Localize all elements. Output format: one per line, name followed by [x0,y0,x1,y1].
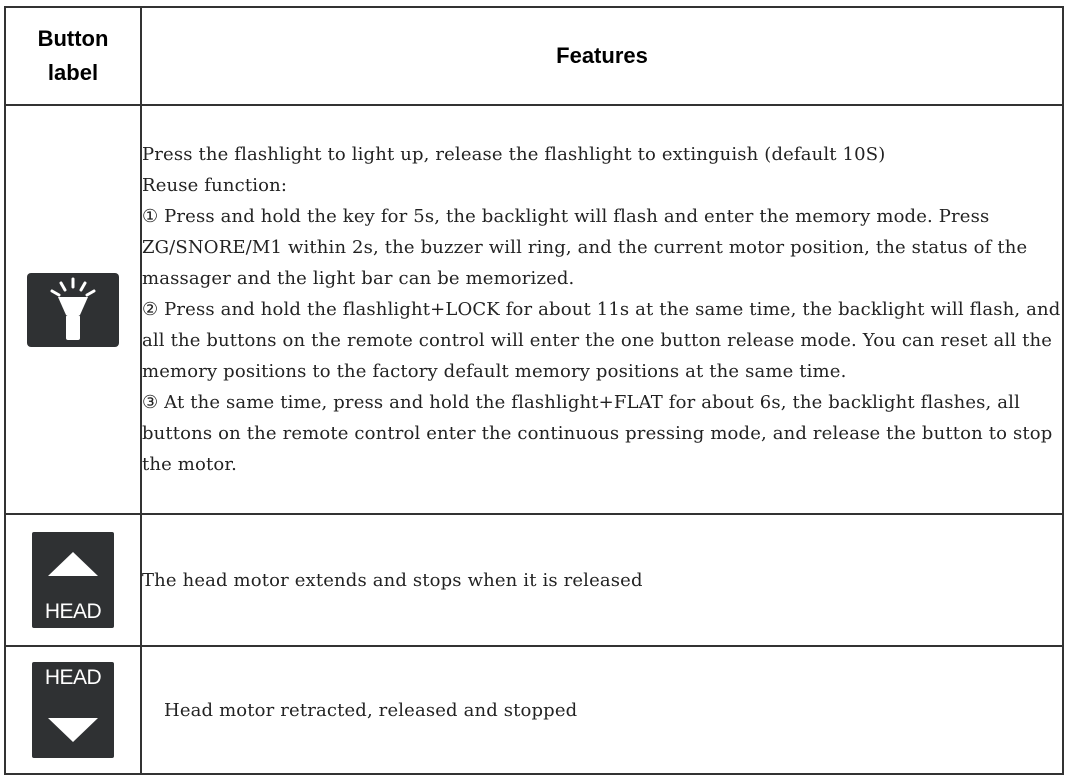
arrow-up-icon [48,552,98,576]
header-features: Features [141,7,1063,105]
table-row [5,514,1063,646]
table-header-row [5,7,1063,105]
button-label-cell [5,105,141,514]
features-cell [141,105,1063,514]
header-button-label [5,7,141,105]
feature-line: Press the flashlight to light up, release the flashlight to extinguish (default 10S) [142,144,886,165]
arrow-down-icon [48,718,98,742]
head-up-icon [32,532,114,628]
features-cell: The head motor extends and stops when it is released [141,514,1063,646]
feature-line: ② Press and hold the flashlight+LOCK for about 11s at the same time, the backlight will flash, and all the buttons on the remote control will enter the one button release mode. You can reset all the memory positions to the factory default memory positions at the same time. [142,299,1061,382]
features-cell: Head motor retracted, released and stopped [141,646,1063,774]
head-down-icon-label: HEAD [44,666,102,689]
head-down-icon [32,662,114,758]
table-row [5,646,1063,774]
button-features-table [4,6,1064,775]
feature-line: ① Press and hold the key for 5s, the backlight will flash and enter the memory mode. Press ZG/SNORE/M1 within 2s, the buzzer will ring, and the current motor position, the status of the massager and the light bar can be memorized. [142,206,1028,289]
button-label-cell [5,646,141,774]
header-button-label-line1: Button [37,26,109,51]
feature-line: Reuse function: [142,175,288,196]
header-button-label-line2: label [47,60,99,85]
feature-line: ③ At the same time, press and hold the flashlight+FLAT for about 6s, the backlight flashes, all buttons on the remote control enter the continuous pressing mode, and release the button to stop the motor. [142,392,1053,475]
table-row [5,105,1063,514]
head-up-icon-label: HEAD [44,600,102,623]
flashlight-icon [27,273,119,347]
button-label-cell [5,514,141,646]
